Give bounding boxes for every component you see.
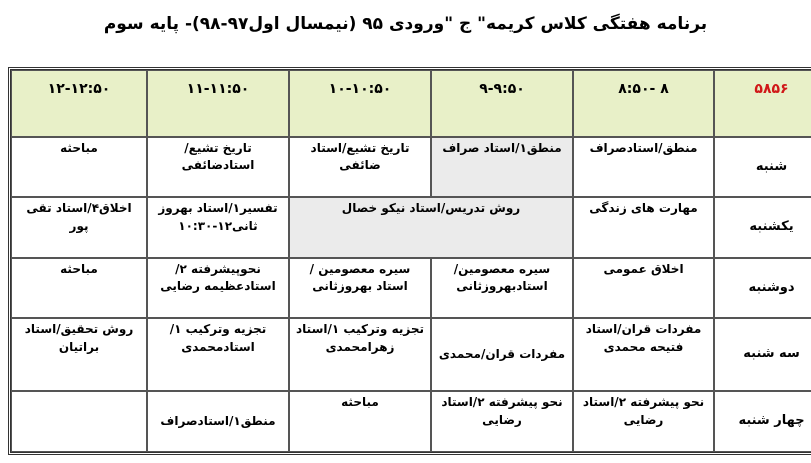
- class-cell: نحو پیشرفته ۲/استاد رضایی: [573, 391, 714, 452]
- weekly-schedule-table: [8, 67, 811, 455]
- class-cell: مفردات قران/استاد فتیحه محمدی: [573, 318, 714, 391]
- day-label: شنبه: [714, 137, 811, 198]
- schedule-row-wednesday: [11, 391, 811, 452]
- day-label: چهار شنبه: [714, 391, 811, 452]
- day-label: دوشنبه: [714, 258, 811, 319]
- time-slot-header: ۱۲-۱۲:۵۰: [11, 70, 147, 137]
- class-cell: مهارت های زندگی: [573, 197, 714, 258]
- class-cell: منطق۱/استادصراف: [147, 391, 289, 452]
- day-label: سه شنبه: [714, 318, 811, 391]
- class-code-header: ۵۸۵۶: [714, 70, 811, 137]
- class-cell: نحو پیشرفته ۲/استاد رضایی: [431, 391, 573, 452]
- page-title: برنامه هفتگی کلاس کریمه" ج "ورودی ۹۵ (نیمسال اول۹۷-۹۸)- پایه سوم: [103, 14, 708, 34]
- class-cell: تجزیه وترکیب ۱/استادمحمدی: [147, 318, 289, 391]
- schedule-row-sunday: [11, 197, 811, 258]
- class-cell: تاریخ تشیع/استاد ضائفی: [289, 137, 431, 198]
- time-slot-header: ۱۱-۱۱:۵۰: [147, 70, 289, 137]
- class-cell: سیره معصومین /استاد بهروزثانی: [289, 258, 431, 319]
- class-cell-merged: روش تدریس/استاد نیکو خصال: [289, 197, 573, 258]
- class-cell: مباحثه: [11, 258, 147, 319]
- time-slot-header: ۸ -۸:۵۰: [573, 70, 714, 137]
- class-cell: اخلاق عمومی: [573, 258, 714, 319]
- class-cell: اخلاق۴/استاد تقی پور: [11, 197, 147, 258]
- day-label: یکشنبه: [714, 197, 811, 258]
- class-cell: تجزیه وترکیب ۱/استاد زهرامحمدی: [289, 318, 431, 391]
- class-cell: مباحثه: [11, 137, 147, 198]
- time-slot-header: ۱۰-۱۰:۵۰: [289, 70, 431, 137]
- class-cell: مباحثه: [289, 391, 431, 452]
- class-cell: منطق۱/استاد صراف: [431, 137, 573, 198]
- class-cell: سیره معصومین/استادبهروزثانی: [431, 258, 573, 319]
- schedule-row-tuesday: [11, 318, 811, 391]
- class-cell: نحوپیشرفته ۲/استادعظیمه رضایی: [147, 258, 289, 319]
- schedule-row-monday: [11, 258, 811, 319]
- class-cell: تاریخ تشیع/استادضائفی: [147, 137, 289, 198]
- class-cell-empty: [11, 391, 147, 452]
- class-cell: روش تحقیق/استاد براتیان: [11, 318, 147, 391]
- schedule-row-saturday: [11, 137, 811, 198]
- time-slot-header: ۹-۹:۵۰: [431, 70, 573, 137]
- header-row: [11, 70, 811, 137]
- class-cell: تفسیر۱/استاد بهروز ثانی۱۲-۱۰:۳۰: [147, 197, 289, 258]
- class-cell: مفردات قران/محمدی: [431, 318, 573, 391]
- class-cell: منطق/استادصراف: [573, 137, 714, 198]
